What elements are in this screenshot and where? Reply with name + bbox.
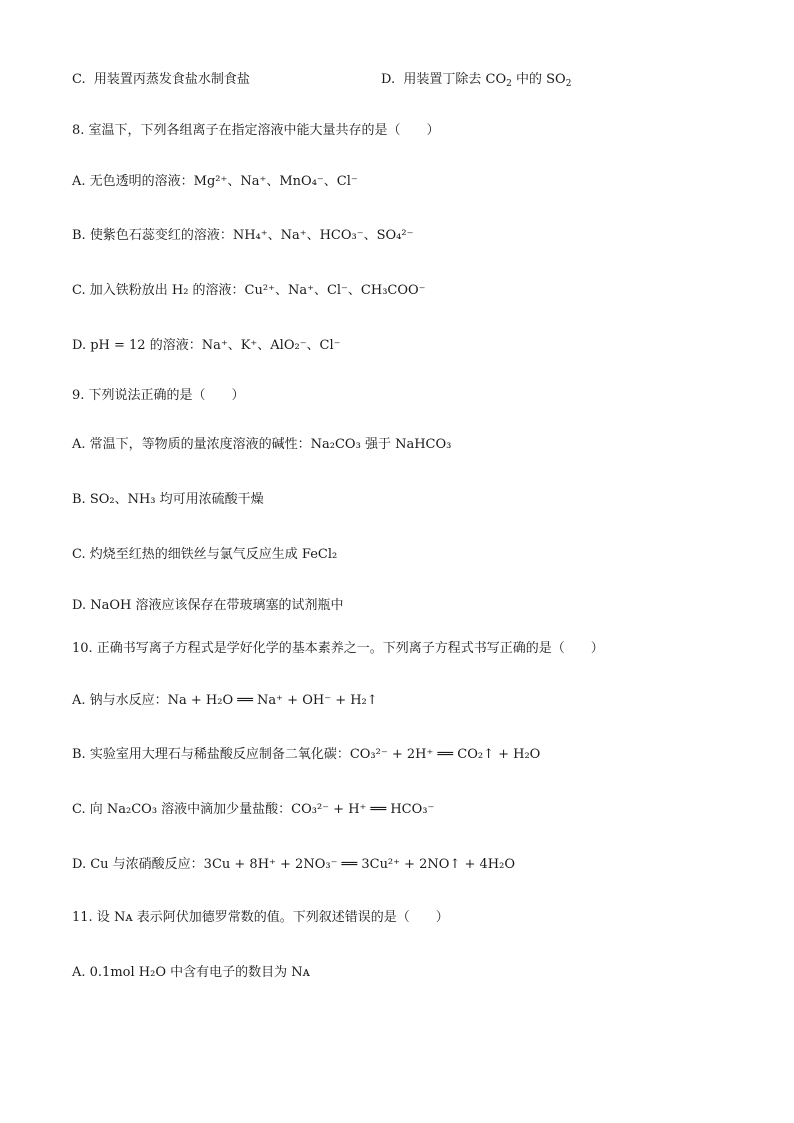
q9-option-c: C. 灼烧至红热的细铁丝与氯气反应生成 FeCl₂ [72, 547, 338, 562]
q11-stem: 11. 设 Nᴀ 表示阿伏加德罗常数的值。下列叙述错误的是（ ） [72, 910, 449, 925]
q8-option-a: A. 无色透明的溶液：Mg²⁺、Na⁺、MnO₄⁻、Cl⁻ [72, 174, 358, 189]
q8-option-b: B. 使紫色石蕊变红的溶液：NH₄⁺、Na⁺、HCO₃⁻、SO₄²⁻ [72, 228, 414, 243]
q10-option-c: C. 向 Na₂CO₃ 溶液中滴加少量盐酸：CO₃²⁻ + H⁺ ══ HCO₃⁻ [72, 802, 435, 817]
q7-option-c-text: 用装置丙蒸发食盐水制食盐 [93, 72, 250, 87]
q9-option-d: D. NaOH 溶液应该保存在带玻璃塞的试剂瓶中 [72, 598, 344, 613]
q10-option-b: B. 实验室用大理石与稀盐酸反应制备二氧化碳：CO₃²⁻ + 2H⁺ ══ CO₂↑ + H₂O [72, 747, 541, 762]
q7-option-d: D. 用装置丁除去 $CO_2$ 中的 $SO_2$ [381, 72, 572, 89]
q8-option-d: D. pH = 12 的溶液：Na⁺、K⁺、AlO₂⁻、Cl⁻ [72, 338, 341, 353]
q10-option-a: A. 钠与水反应：Na + H₂O ══ Na⁺ + OH⁻ + H₂↑ [72, 693, 378, 708]
q8-option-c: C. 加入铁粉放出 H₂ 的溶液：Cu²⁺、Na⁺、Cl⁻、CH₃COO⁻ [72, 283, 426, 298]
q10-stem: 10. 正确书写离子方程式是学好化学的基本素养之一。下列离子方程式书写正确的是（ ） [72, 641, 604, 656]
q10-option-d: D. Cu 与浓硝酸反应：3Cu + 8H⁺ + 2NO₃⁻ ══ 3Cu²⁺ + 2NO↑ + 4H₂O [72, 857, 515, 872]
q9-stem: 9. 下列说法正确的是（ ） [72, 388, 245, 403]
q11-option-a: A. 0.1mol H₂O 中含有电子的数目为 Nᴀ [72, 965, 310, 980]
q9-option-b: B. SO₂、NH₃ 均可用浓硫酸干燥 [72, 492, 264, 507]
q9-option-a: A. 常温下，等物质的量浓度溶液的碱性：Na₂CO₃ 强于 NaHCO₃ [72, 437, 452, 452]
q8-stem: 8. 室温下，下列各组离子在指定溶液中能大量共存的是（ ） [72, 123, 440, 138]
q7-option-c: C. 用装置丙蒸发食盐水制食盐 [72, 72, 250, 87]
